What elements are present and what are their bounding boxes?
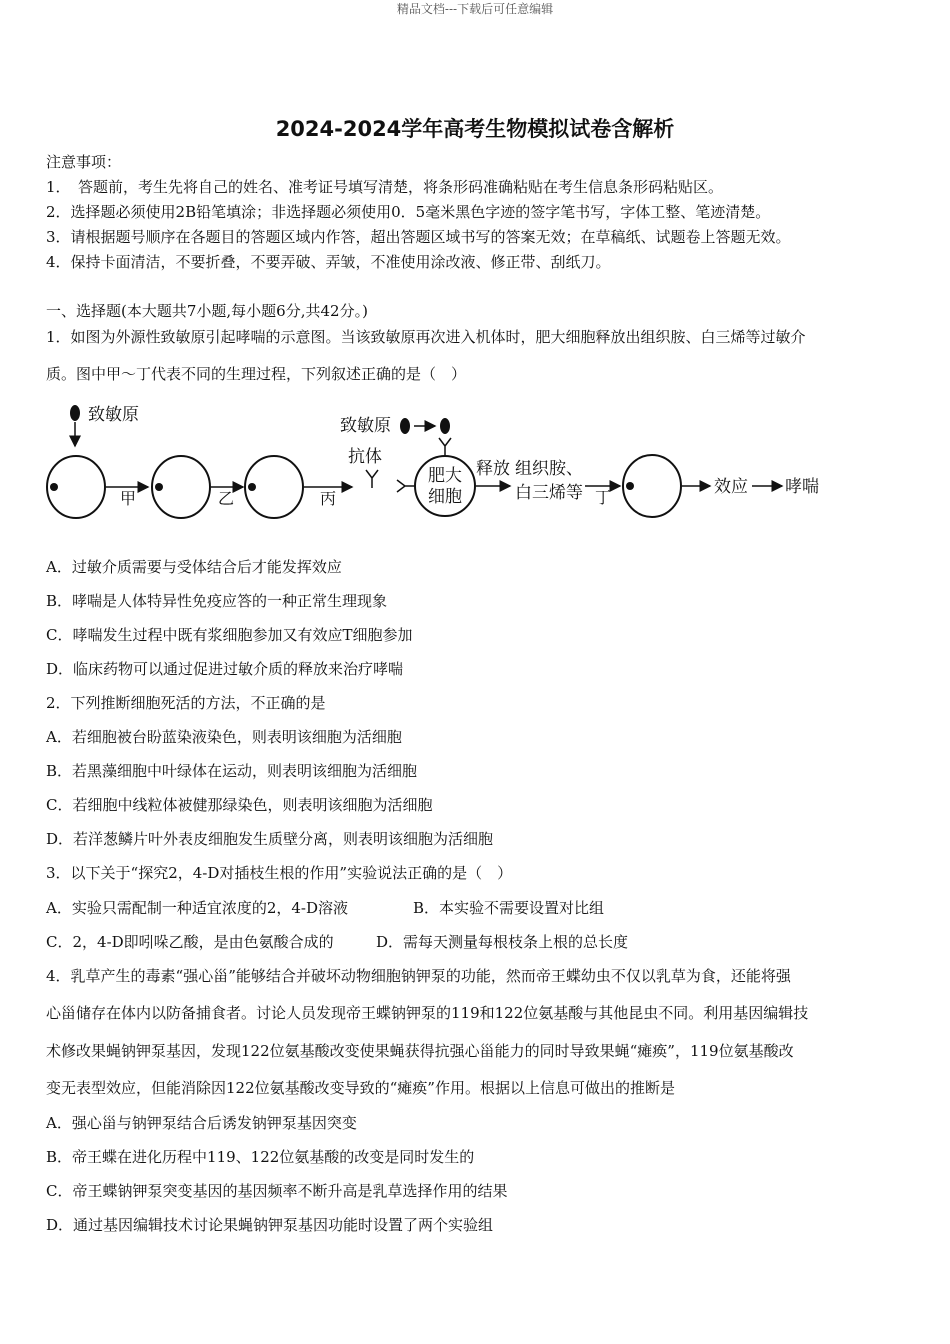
allergen-dot-right: [400, 418, 410, 434]
notice-item-4: 4．保持卡面清洁，不要折叠，不要弄破、弄皱，不准使用涂改液、修正带、刮纸刀。: [46, 253, 611, 271]
mast-cell-receptor-top: [439, 438, 451, 456]
q1-option-c: C．哮喘发生过程中既有浆细胞参加又有效应T细胞参加: [46, 626, 413, 644]
q4-option-d: D．通过基因编辑技术讨论果蝇钠钾泵基因功能时设置了两个实验组: [46, 1216, 494, 1234]
q3-stem: 3．以下关于“探究2，4-D对插枝生根的作用”实验说法正确的是（ ）: [46, 864, 513, 882]
step-bing: 丙: [320, 489, 337, 508]
q3-option-b: B．本实验不需要设置对比组: [413, 899, 605, 917]
q2-option-d: D．若洋葱鳞片叶外表皮细胞发生质壁分离，则表明该细胞为活细胞: [46, 830, 494, 848]
notice-item-2: 2．选择题必须使用2B铅笔填涂；非选择题必须使用0．5毫米黑色字迹的签字笔书写，字体工整、笔迹清楚。: [46, 203, 771, 221]
step-ding: 丁: [595, 488, 612, 507]
q2-stem: 2．下列推断细胞死活的方法，不正确的是: [46, 694, 326, 712]
target-cell-nucleus: [626, 482, 634, 490]
q4-stem-line-1: 4．乳草产生的毒素“强心甾”能够结合并破坏动物细胞钠钾泵的功能，然而帝王蝶幼虫不仅以乳草为食，还能将强: [46, 967, 791, 985]
antibody-free: [366, 470, 378, 488]
q1-option-b: B．哮喘是人体特异性免疫应答的一种正常生理现象: [46, 592, 388, 610]
q2-option-c: C．若细胞中线粒体被健那绿染色，则表明该细胞为活细胞: [46, 796, 433, 814]
allergen-dot-bound: [440, 418, 450, 434]
effect-label: 效应: [714, 477, 748, 497]
q3-option-d: D．需每天测量每根枝条上根的总长度: [376, 933, 629, 951]
q1-allergy-diagram: [40, 398, 840, 528]
q4-option-a: A．强心甾与钠钾泵结合后诱发钠钾泵基因突变: [46, 1114, 357, 1132]
q4-stem-line-2: 心甾储存在体内以防备捕食者。讨论人员发现帝王蝶钠钾泵的119和122位氨基酸与其他昆虫不同。利用基因编辑技: [46, 1004, 809, 1022]
step-jia: 甲: [120, 489, 137, 508]
mast-cell-label-2: 细胞: [428, 487, 462, 507]
cell-3-nucleus: [248, 483, 256, 491]
page-header: 精品文档---下载后可任意编辑: [396, 2, 554, 16]
step-yi: 乙: [218, 489, 235, 508]
q4-option-c: C．帝王蝶钠钾泵突变基因的基因频率不断升高是乳草选择作用的结果: [46, 1182, 508, 1200]
q3-option-a: A．实验只需配制一种适宜浓度的2，4-D溶液: [46, 899, 349, 917]
mast-cell-label-1: 肥大: [428, 466, 462, 486]
q2-option-a: A．若细胞被台盼蓝染液染色，则表明该细胞为活细胞: [46, 728, 402, 746]
section-heading: 一、选择题(本大题共7小题,每小题6分,共42分。): [46, 302, 368, 320]
mast-cell-receptor-left: [397, 480, 415, 492]
q3-option-c: C．2，4-D即吲哚乙酸，是由色氨酸合成的: [46, 933, 334, 951]
notice-heading: 注意事项：: [46, 153, 122, 171]
cell-1-nucleus: [50, 483, 58, 491]
asthma-label: 哮喘: [785, 477, 819, 497]
cell-2-nucleus: [155, 483, 163, 491]
q4-stem-line-4: 变无表型效应，但能消除因122位氨基酸改变导致的“瘫痪”作用。根据以上信息可做出的推断是: [46, 1079, 675, 1097]
q1-stem-line-1: 1．如图为外源性致敏原引起哮喘的示意图。当该致敏原再次进入机体时，肥大细胞释放出组织胺、白三烯等过敏介: [46, 328, 806, 346]
q1-option-d: D．临床药物可以通过促进过敏介质的释放来治疗哮喘: [46, 660, 404, 678]
q2-option-b: B．若黑藻细胞中叶绿体在运动，则表明该细胞为活细胞: [46, 762, 418, 780]
allergen-label-right: 致敏原: [340, 416, 391, 436]
mast-cell: [415, 456, 475, 516]
release-label: 释放: [476, 459, 510, 479]
q1-stem-line-2: 质。图中甲～丁代表不同的生理过程，下列叙述正确的是（ ）: [46, 365, 467, 383]
allergen-label-top: 致敏原: [88, 405, 139, 425]
mediator-label-1: 组织胺、: [515, 459, 583, 479]
allergen-dot: [70, 405, 80, 421]
page-title: 2024-2024学年高考生物模拟试卷含解析: [275, 117, 675, 141]
mediator-label-2: 白三烯等: [515, 483, 583, 503]
notice-item-3: 3．请根据题号顺序在各题目的答题区域内作答，超出答题区域书写的答案无效；在草稿纸、试题卷上答题无效。: [46, 228, 791, 246]
q1-option-a: A．过敏介质需要与受体结合后才能发挥效应: [46, 558, 342, 576]
notice-item-1: 1． 答题前，考生先将自己的姓名、准考证号填写清楚，将条形码准确粘贴在考生信息条形码粘贴区。: [46, 178, 724, 196]
antibody-label: 抗体: [348, 447, 382, 467]
q4-option-b: B．帝王蝶在进化历程中119、122位氨基酸的改变是同时发生的: [46, 1148, 475, 1166]
q4-stem-line-3: 术修改果蝇钠钾泵基因，发现122位氨基酸改变使果蝇获得抗强心甾能力的同时导致果蝇“瘫痪”，119位氨基酸改: [46, 1042, 794, 1060]
